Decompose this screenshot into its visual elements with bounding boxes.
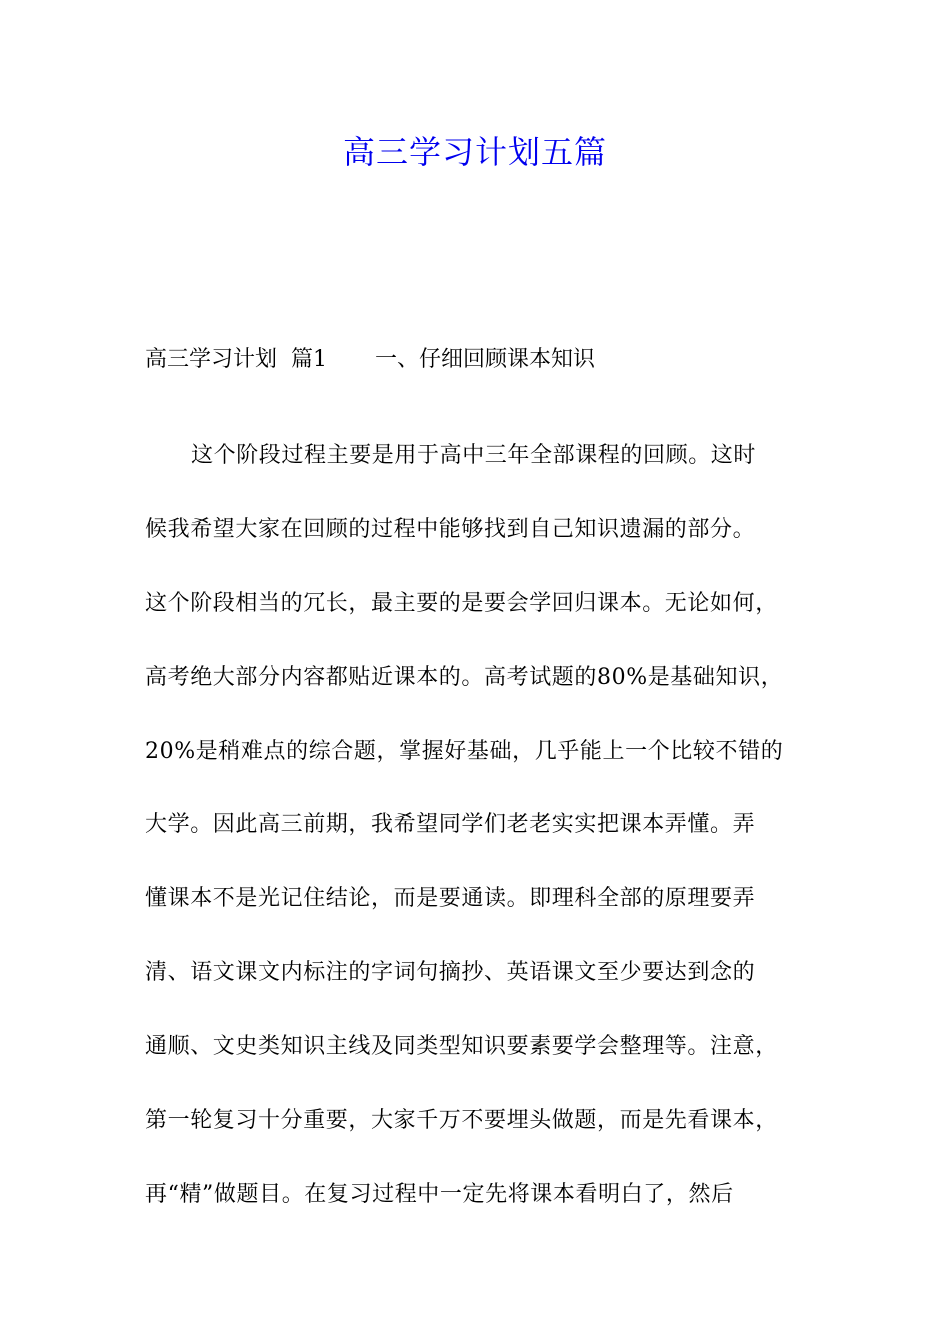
paragraph-line: 这个阶段相当的冗长，最主要的是要会学回归课本。无论如何， [145, 590, 778, 616]
paragraph-line: 候我希望大家在回顾的过程中能够找到自己知识遗漏的部分。 [145, 516, 756, 542]
paragraph-line: 大学。因此高三前期，我希望同学们老老实实把课本弄懂。弄 [145, 812, 756, 838]
paragraph-line: 第一轮复习十分重要，大家千万不要埋头做题，而是先看课本， [145, 1108, 778, 1134]
section-heading [145, 342, 825, 378]
paragraph-line: 通顺、文史类知识主线及同类型知识要素要学会整理等。注意， [145, 1034, 778, 1060]
paragraph-line: 这个阶段过程主要是用于高中三年全部课程的回顾。这时 [191, 443, 757, 468]
paragraph [145, 419, 825, 1232]
section-label: 高三学习计划 篇1 [145, 347, 327, 372]
paragraph-line: 高考绝大部分内容都贴近课本的。高考试题的80%是基础知识， [145, 664, 784, 690]
document-title: 高三学习计划五篇 [342, 133, 607, 171]
subheading: 一、仔细回顾课本知识 [374, 347, 595, 372]
paragraph-line: 再“精”做题目。在复习过程中一定先将课本看明白了，然后 [145, 1181, 734, 1207]
paragraph-line: 20%是稍难点的综合题，掌握好基础，几乎能上一个比较不错的 [145, 738, 784, 764]
paragraph-line: 清、语文课文内标注的字词句摘抄、英语课文至少要达到念的 [145, 960, 756, 986]
paragraph-line: 懂课本不是光记住结论，而是要通读。即理科全部的原理要弄 [145, 886, 756, 912]
